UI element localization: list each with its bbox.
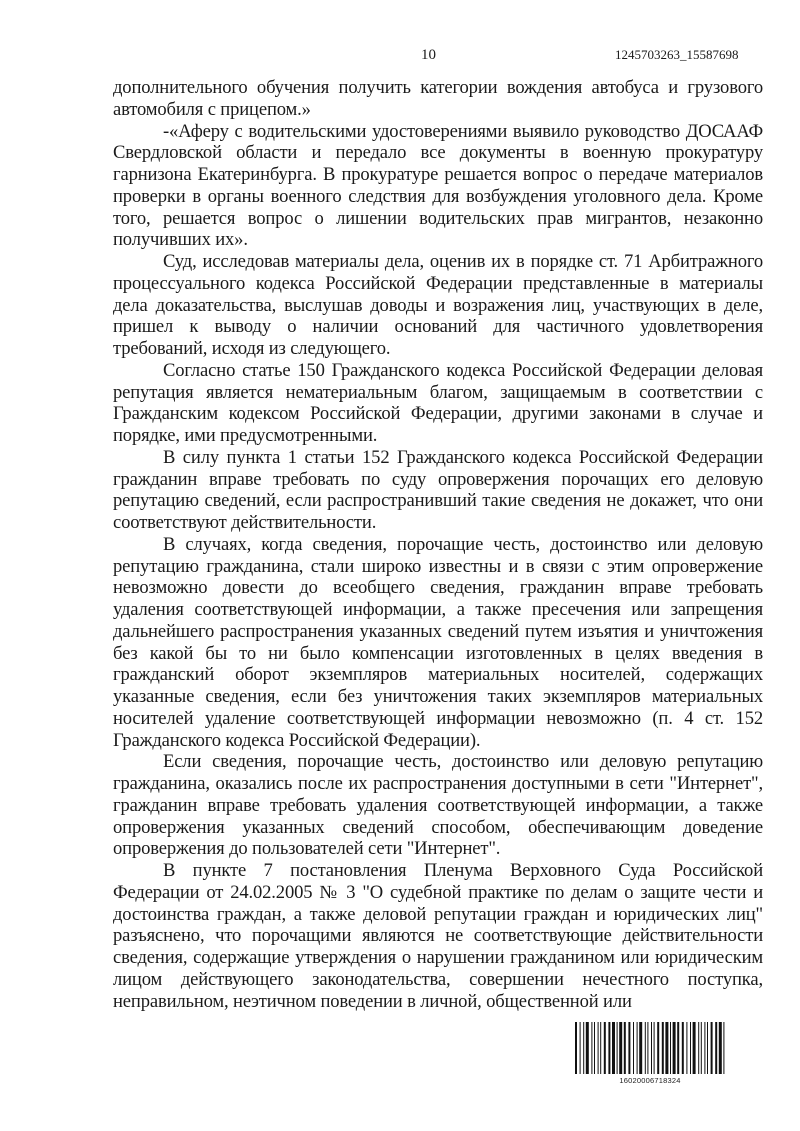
barcode-bar (715, 1022, 717, 1074)
barcode-bar (619, 1022, 622, 1074)
paragraph: Согласно статье 150 Гражданского кодекса Российской Федерации деловая репутация является нематериальным благом, защищаемым в соответствии с Гражданским кодексом Российской Федерации, другими законами в случае и порядке, ими предусмотренными. (113, 359, 763, 446)
barcode-bar (608, 1022, 610, 1074)
barcode-bar (633, 1022, 634, 1074)
barcode-bar (707, 1022, 708, 1074)
barcode-bar (583, 1022, 584, 1074)
barcode-bar (647, 1022, 648, 1074)
paragraph: Если сведения, порочащие честь, достоинство или деловую репутацию гражданина, оказались после их распространения доступными в сети "Интернет", гражданин вправе требовать удаления соответствующей информации, а также опровержения указанных сведений способом, обеспечивающим доведение опровержения до пользователей сети "Интернет". (113, 751, 763, 860)
barcode-bar (628, 1022, 630, 1074)
barcode-bar (586, 1022, 589, 1074)
barcode-bar (575, 1022, 577, 1074)
barcode-bar (682, 1022, 684, 1074)
barcode-bar (654, 1022, 655, 1074)
barcode-bar (670, 1022, 671, 1074)
document-body (113, 77, 763, 1012)
barcode-bar (645, 1022, 646, 1074)
barcode-bar (673, 1022, 676, 1074)
barcode-bar (701, 1022, 702, 1074)
paragraph: дополнительного обучения получить категории вождения автобуса и грузового автомобиля с прицепом.» (113, 77, 763, 120)
barcode-bar (686, 1022, 687, 1074)
barcode-bar (704, 1022, 705, 1074)
barcode (575, 1022, 725, 1085)
barcode-bar (723, 1022, 724, 1074)
barcode-bar (698, 1022, 699, 1074)
barcode-bar (598, 1022, 599, 1074)
barcode-bar (637, 1022, 638, 1074)
page-number: 10 (421, 47, 436, 63)
barcode-number: 16020006718324 (619, 1076, 681, 1085)
barcode-bar (711, 1022, 713, 1074)
barcode-bar (693, 1022, 696, 1074)
barcode-bar (651, 1022, 652, 1074)
barcode-bar (665, 1022, 668, 1074)
barcode-bar (624, 1022, 626, 1074)
barcode-bar (617, 1022, 618, 1074)
barcode-bar (604, 1022, 606, 1074)
barcode-bar (690, 1022, 691, 1074)
barcode-bar (639, 1022, 642, 1074)
barcode-bar (662, 1022, 664, 1074)
paragraph: В пункте 7 постановления Пленума Верховного Суда Российской Федерации от 24.02.2005 № 3 "О судебной практике по делам о защите чести и достоинства граждан, а также деловой репутации граждан и юридических лиц" разъяснено, что порочащими являются не соответствующие действительности сведения, содержащие утверждения о нарушении гражданином или юридическим лицом действующего законодательства, совершении нечестного поступка, неправильном, неэтичном поведении в личной, общественной или (113, 860, 763, 1012)
barcode-bar (600, 1022, 601, 1074)
document-id: 1245703263_15587698 (615, 47, 739, 62)
paragraph: В силу пункта 1 статьи 152 Гражданского кодекса Российской Федерации гражданин вправе требовать по суду опровержения порочащих его деловую репутацию сведений, если распространивший такие сведения не докажет, что они соответствуют действительности. (113, 446, 763, 533)
barcode-icon (575, 1022, 725, 1074)
paragraph: В случаях, когда сведения, порочащие честь, достоинство или деловую репутацию гражданина, стали широко известны и в связи с этим опровержение невозможно довести до всеобщего сведения, гражданин вправе требовать удаления соответствующей информации, а также пресечения или запрещения дальнейшего распространения указанных сведений путем изъятия и уничтожения без какой бы то ни было компенсации изготовленных в целях введения в гражданский оборот экземпляров материальных носителей, содержащих указанные сведения, если без уничтожения таких экземпляров материальных носителей удаление соответствующей информации невозможно (п. 4 ст. 152 Гражданского кодекса Российской Федерации). (113, 533, 763, 751)
barcode-bar (594, 1022, 595, 1074)
paragraph: Суд, исследовав материалы дела, оценив их в порядке ст. 71 Арбитражного процессуального кодекса Российской Федерации представленные в материалы дела доказательства, выслушав доводы и возражения лиц, участвующих в деле, пришел к выводу о наличии оснований для частичного удовлетворения требований, исходя из следующего. (113, 251, 763, 359)
barcode-bar (657, 1022, 659, 1074)
barcode-bar (612, 1022, 615, 1074)
barcode-bar (719, 1022, 722, 1074)
paragraph: -«Аферу с водительскими удостоверениями выявило руководство ДОСААФ Свердловской области и передало все документы в военную прокуратуру гарнизона Екатеринбурга. В прокуратуре решается вопрос о передаче материалов проверки в органы военного следствия для возбуждения уголовного дела. Кроме того, решается вопрос о лишении водительских прав мигрантов, незаконно получивших их». (113, 120, 763, 251)
barcode-bar (580, 1022, 581, 1074)
barcode-bar (677, 1022, 679, 1074)
barcode-bar (591, 1022, 592, 1074)
